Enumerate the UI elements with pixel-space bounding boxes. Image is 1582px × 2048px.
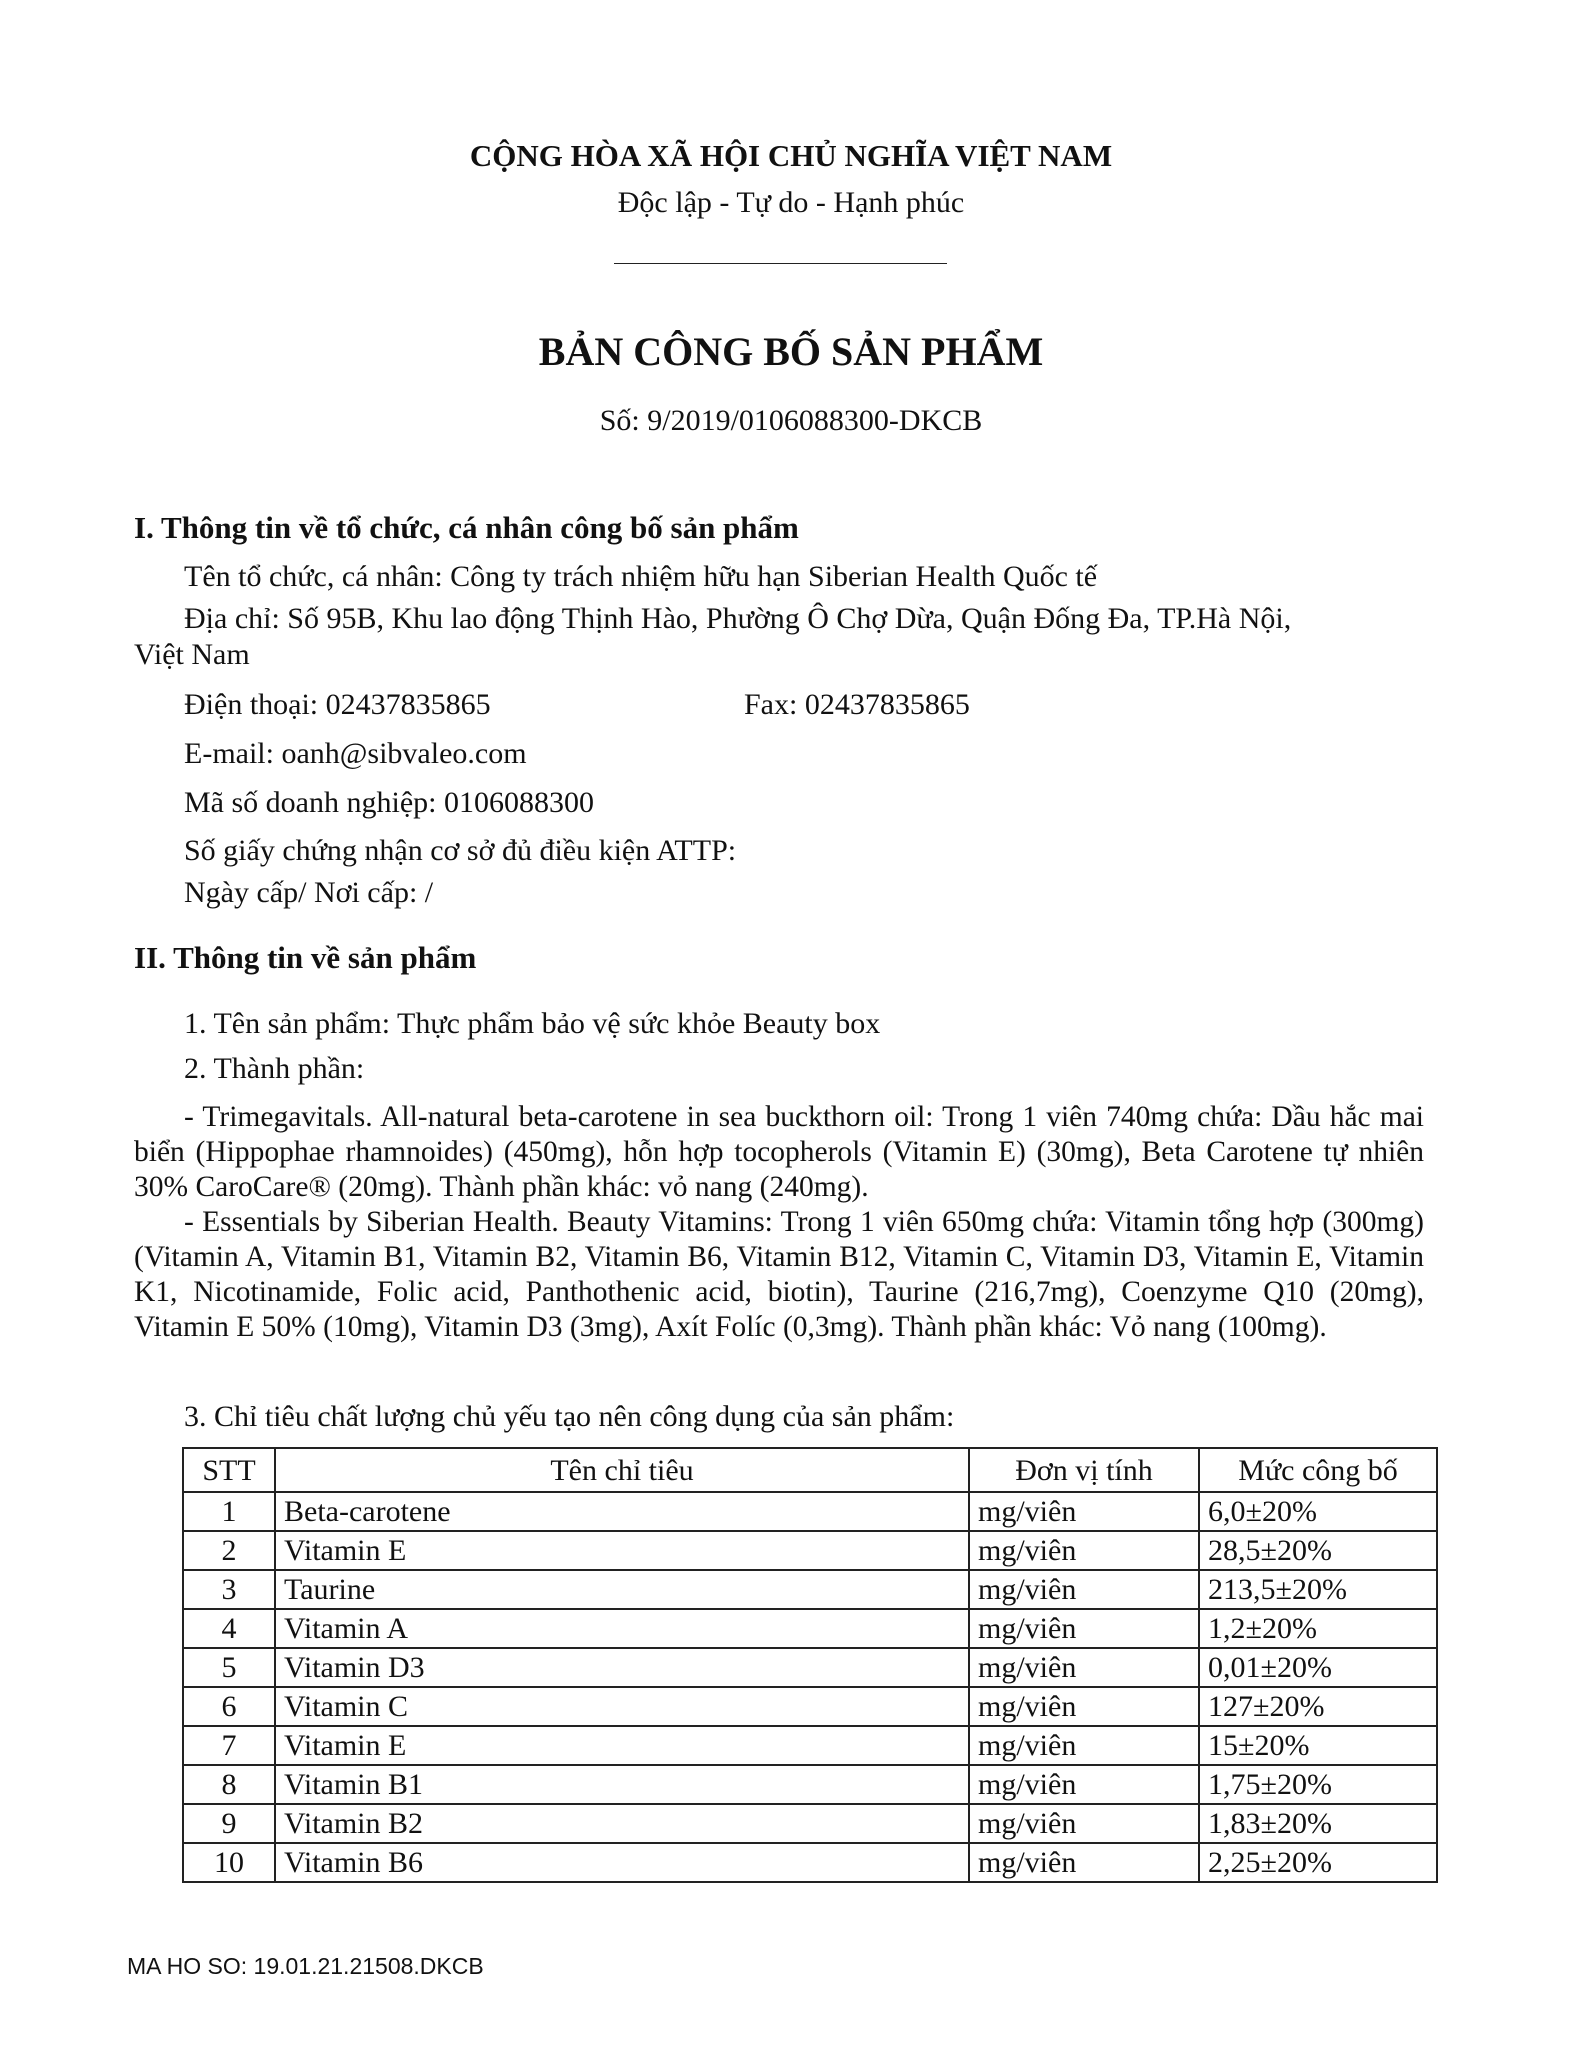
document-title: BẢN CÔNG BỐ SẢN PHẨM — [538, 329, 1044, 374]
quality-label: 3. Chỉ tiêu chất lượng chủ yếu tạo nên công dụng của sản phẩm: — [184, 1400, 955, 1433]
header-divider — [614, 263, 947, 264]
cell-level: 127±20% — [1199, 1687, 1437, 1726]
dossier-code: MA HO SO: 19.01.21.21508.DKCB — [127, 1953, 484, 1979]
cell-indicator: Vitamin A — [275, 1609, 969, 1648]
cell-level: 1,75±20% — [1199, 1765, 1437, 1804]
cell-level: 0,01±20% — [1199, 1648, 1437, 1687]
cell-indicator: Vitamin E — [275, 1531, 969, 1570]
cell-indicator: Taurine — [275, 1570, 969, 1609]
table-row — [183, 1609, 1437, 1648]
cell-unit: mg/viên — [969, 1531, 1199, 1570]
cell-stt: 5 — [183, 1648, 275, 1687]
cell-level: 1,2±20% — [1199, 1609, 1437, 1648]
cell-stt: 9 — [183, 1804, 275, 1843]
cell-level: 15±20% — [1199, 1726, 1437, 1765]
cell-level: 28,5±20% — [1199, 1531, 1437, 1570]
cell-indicator: Beta-carotene — [275, 1492, 969, 1531]
cell-indicator: Vitamin B2 — [275, 1804, 969, 1843]
header-declared-level: Mức công bố — [1199, 1448, 1437, 1492]
cell-level: 213,5±20% — [1199, 1570, 1437, 1609]
cell-stt: 8 — [183, 1765, 275, 1804]
phone: Điện thoại: 02437835865 — [184, 688, 491, 721]
certificate-number: Số giấy chứng nhận cơ sở đủ điều kiện ATTP: — [184, 834, 737, 867]
cell-unit: mg/viên — [969, 1609, 1199, 1648]
cell-indicator: Vitamin C — [275, 1687, 969, 1726]
address-line-2: Việt Nam — [134, 638, 250, 671]
header-indicator-name: Tên chỉ tiêu — [275, 1448, 969, 1492]
table-row — [183, 1531, 1437, 1570]
cell-stt: 7 — [183, 1726, 275, 1765]
table-row — [183, 1726, 1437, 1765]
cell-stt: 2 — [183, 1531, 275, 1570]
fax: Fax: 02437835865 — [744, 688, 970, 721]
product-name: 1. Tên sản phẩm: Thực phẩm bảo vệ sức khỏe Beauty box — [184, 1007, 881, 1040]
org-name: Tên tổ chức, cá nhân: Công ty trách nhiệm hữu hạn Siberian Health Quốc tế — [184, 560, 1098, 593]
quality-table — [182, 1447, 1438, 1883]
ingredients-label: 2. Thành phần: — [184, 1052, 365, 1085]
cell-level: 2,25±20% — [1199, 1843, 1437, 1882]
cell-unit: mg/viên — [969, 1726, 1199, 1765]
document-number: Số: 9/2019/0106088300-DKCB — [599, 404, 983, 437]
cell-unit: mg/viên — [969, 1843, 1199, 1882]
header-stt: STT — [183, 1448, 275, 1492]
ingredient-trimegavitals: - Trimegavitals. All-natural beta-carotene in sea buckthorn oil: Trong 1 viên 740mg chứa: Dầu hắc mai biển (Hippophae rhamnoides) (450mg), hỗn hợp tocopherols (Vitamin E) (30mg), Beta Carotene tự nhiên 30% CaroCare® (20mg). Thành phần khác: vỏ nang (240mg). — [134, 1101, 1424, 1203]
cell-unit: mg/viên — [969, 1648, 1199, 1687]
cell-unit: mg/viên — [969, 1492, 1199, 1531]
cell-level: 1,83±20% — [1199, 1804, 1437, 1843]
table-row — [183, 1804, 1437, 1843]
table-row — [183, 1570, 1437, 1609]
email: E-mail: oanh@sibvaleo.com — [184, 737, 527, 770]
cell-indicator: Vitamin B6 — [275, 1843, 969, 1882]
table-row — [183, 1765, 1437, 1804]
table-header-row — [183, 1448, 1437, 1492]
cell-unit: mg/viên — [969, 1804, 1199, 1843]
cell-stt: 10 — [183, 1843, 275, 1882]
table-row — [183, 1843, 1437, 1882]
cell-stt: 6 — [183, 1687, 275, 1726]
cell-unit: mg/viên — [969, 1570, 1199, 1609]
national-title: CỘNG HÒA XÃ HỘI CHỦ NGHĨA VIỆT NAM — [469, 138, 1113, 173]
tax-code: Mã số doanh nghiệp: 0106088300 — [184, 786, 594, 819]
header-unit: Đơn vị tính — [969, 1448, 1199, 1492]
cell-stt: 3 — [183, 1570, 275, 1609]
section-1-heading: I. Thông tin về tổ chức, cá nhân công bố sản phẩm — [134, 510, 799, 545]
ingredients-block — [134, 1100, 1424, 1345]
table-row — [183, 1492, 1437, 1531]
address-line-1: Địa chỉ: Số 95B, Khu lao động Thịnh Hào, Phường Ô Chợ Dừa, Quận Đống Đa, TP.Hà Nội, — [184, 602, 1292, 635]
cell-unit: mg/viên — [969, 1687, 1199, 1726]
national-motto: Độc lập - Tự do - Hạnh phúc — [617, 186, 965, 219]
cell-indicator: Vitamin E — [275, 1726, 969, 1765]
issue-date-place: Ngày cấp/ Nơi cấp: / — [184, 876, 434, 909]
cell-stt: 1 — [183, 1492, 275, 1531]
ingredient-beauty-vitamins: - Essentials by Siberian Health. Beauty Vitamins: Trong 1 viên 650mg chứa: Vitamin tổng hợp (300mg) (Vitamin A, Vitamin B1, Vitamin B2, Vitamin B6, Vitamin B12, Vitamin C, Vitamin D3, Vitamin E, Vitamin K1, Nicotinamide, Folic acid, Panthothenic acid, biotin), Taurine (216,7mg), Coenzyme Q10 (20mg), Vitamin E 50% (10mg), Vitamin D3 (3mg), Axít Folíc (0,3mg). Thành phần khác: Vỏ nang (100mg). — [134, 1206, 1424, 1343]
section-2-heading: II. Thông tin về sản phẩm — [134, 940, 477, 975]
table-row — [183, 1687, 1437, 1726]
cell-level: 6,0±20% — [1199, 1492, 1437, 1531]
cell-unit: mg/viên — [969, 1765, 1199, 1804]
cell-stt: 4 — [183, 1609, 275, 1648]
cell-indicator: Vitamin B1 — [275, 1765, 969, 1804]
cell-indicator: Vitamin D3 — [275, 1648, 969, 1687]
table-row — [183, 1648, 1437, 1687]
